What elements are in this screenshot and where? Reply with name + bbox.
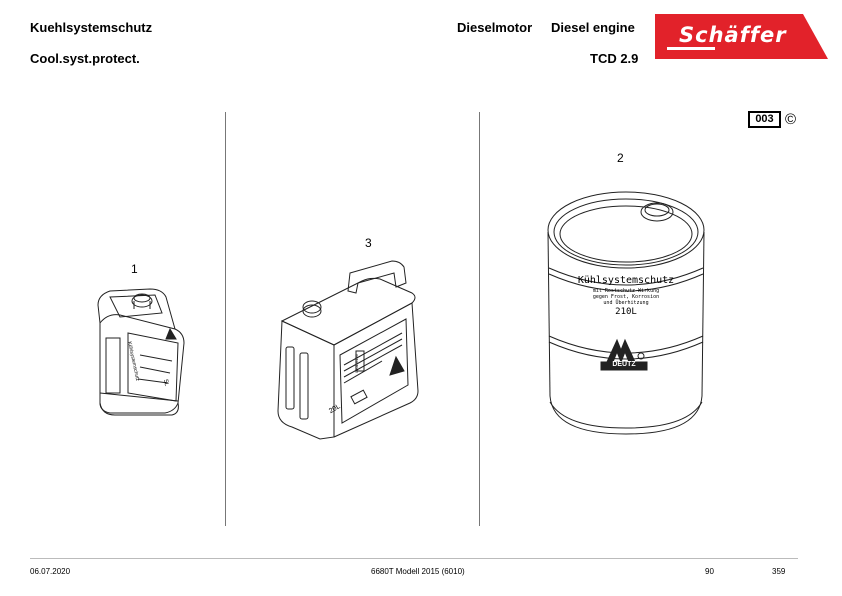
small-canister-label: Kühlsystemschutz bbox=[126, 341, 141, 382]
drum-volume: 210L bbox=[615, 307, 637, 317]
drum-line-2: gegen Frost, Korrosion bbox=[592, 294, 660, 300]
title-english: Cool.syst.protect. bbox=[30, 51, 140, 66]
footer-page-a: 90 bbox=[705, 567, 714, 576]
figure-code-box bbox=[748, 111, 781, 128]
footer-model: 6680T Modell 2015 (6010) bbox=[371, 567, 465, 576]
title-german: Kuehlsystemschutz bbox=[30, 20, 153, 35]
drum-line-1: mit Rostschutz-Wirkung bbox=[592, 288, 660, 294]
column-divider-right bbox=[479, 112, 480, 526]
drum-label: Kühlsystemschutz bbox=[577, 275, 675, 286]
deutz-logo: DEUTZ bbox=[612, 361, 636, 368]
column-divider-left bbox=[225, 112, 226, 526]
callout-item-2: 2 bbox=[617, 151, 624, 165]
engine-model: TCD 2.9 bbox=[590, 51, 639, 66]
large-canister-volume: 20L bbox=[328, 403, 342, 416]
brand-logo bbox=[655, 14, 828, 59]
callout-item-1: 1 bbox=[131, 262, 138, 276]
copyright-icon: © bbox=[785, 111, 797, 128]
figure-code: 003 bbox=[755, 113, 774, 125]
footer-page-b: 359 bbox=[772, 567, 786, 576]
engine-german: Dieselmotor bbox=[457, 20, 533, 35]
small-canister-illustration bbox=[80, 283, 190, 418]
drum-illustration bbox=[545, 190, 707, 436]
footer-rule bbox=[30, 558, 798, 559]
large-canister-illustration bbox=[272, 261, 422, 439]
footer-date: 06.07.2020 bbox=[30, 567, 71, 576]
small-canister-volume: 5L bbox=[162, 379, 170, 387]
callout-item-3: 3 bbox=[365, 236, 372, 250]
drum-line-3: und Überhitzung bbox=[603, 300, 649, 306]
brand-name: Schäffer bbox=[679, 23, 787, 47]
large-canister-code: 0101 6456 bbox=[354, 354, 359, 373]
engine-english: Diesel engine bbox=[551, 20, 635, 35]
